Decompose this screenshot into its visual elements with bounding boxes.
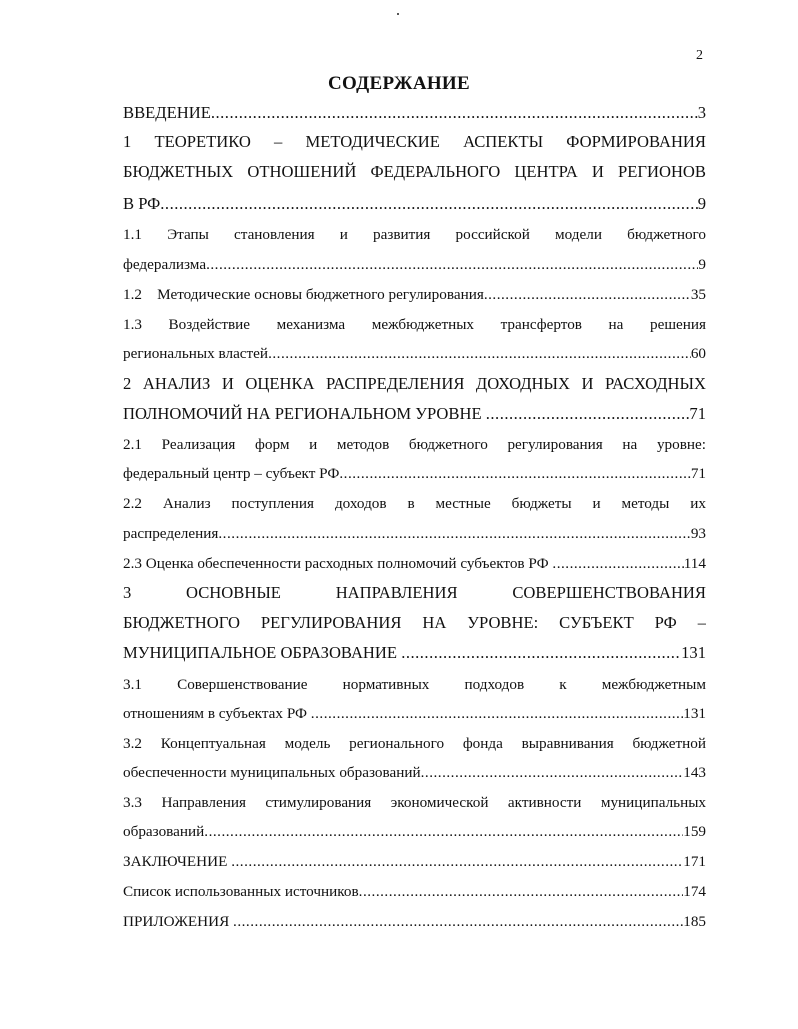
toc-entry-text: Список использованных источников [123, 883, 359, 900]
dot-leader [268, 343, 691, 365]
toc-section-2-3[interactable] [123, 553, 706, 575]
toc-entry-text: региональных властей [123, 345, 269, 362]
toc-chapter-2[interactable] [123, 403, 706, 425]
dot-leader [311, 703, 683, 725]
toc-section-1-1[interactable] [123, 254, 706, 276]
toc-section-3-3[interactable] [123, 821, 706, 843]
toc-page-number: 171 [683, 853, 706, 870]
toc-section-2-1[interactable] [123, 463, 706, 485]
toc-entry-text: ЗАКЛЮЧЕНИЕ [123, 853, 232, 870]
toc-page-number: 60 [690, 345, 706, 362]
toc-entry-text: распределения [123, 525, 219, 542]
toc-entry-intro[interactable] [123, 102, 706, 124]
toc-entry-text: отношениям в субъектах РФ [123, 705, 311, 722]
toc-page-number: 114 [683, 555, 706, 572]
page-number: 2 [696, 48, 703, 63]
page-title: СОДЕРЖАНИЕ [328, 73, 470, 94]
toc-page-number: 174 [683, 883, 706, 900]
toc-section-3-3-line-1[interactable]: 3.3 Направления стимулирования экономической активности муниципальных [123, 794, 706, 811]
dot-leader [204, 821, 683, 843]
dot-leader [552, 553, 683, 575]
dot-leader [421, 762, 684, 784]
toc-page-number: 35 [690, 286, 706, 303]
toc-section-2-1-line-1[interactable]: 2.1 Реализация форм и методов бюджетного регулирования на уровне: [123, 436, 706, 453]
toc-entry-text: обеспеченности муниципальных образований [123, 764, 421, 781]
toc-section-1-3-line-1[interactable]: 1.3 Воздействие механизма межбюджетных трансфертов на решения [123, 316, 706, 333]
dot-leader [359, 881, 684, 903]
toc-page-number: 185 [683, 913, 706, 930]
toc-section-1-1-line-1[interactable]: 1.1 Этапы становления и развития российской модели бюджетного [123, 226, 706, 243]
dot-leader [211, 102, 698, 124]
dot-leader [160, 193, 697, 215]
toc-section-3-2-line-1[interactable]: 3.2 Концептуальная модель регионального фонда выравнивания бюджетной [123, 735, 706, 752]
toc-page-number: 131 [681, 643, 706, 662]
toc-chapter-1-line-1[interactable]: 1 ТЕОРЕТИКО – МЕТОДИЧЕСКИЕ АСПЕКТЫ ФОРМИРОВАНИЯ [123, 132, 706, 151]
toc-page-number: 143 [683, 764, 706, 781]
toc-chapter-1-line-2[interactable]: БЮДЖЕТНЫХ ОТНОШЕНИЙ ФЕДЕРАЛЬНОГО ЦЕНТРА И РЕГИОНОВ [123, 162, 706, 181]
toc-conclusion[interactable] [123, 851, 706, 873]
dot-leader [218, 523, 690, 545]
toc-entry-text: ПРИЛОЖЕНИЯ [123, 913, 234, 930]
toc-entry-text: образований [123, 823, 205, 840]
toc-section-3-1-line-1[interactable]: 3.1 Совершенствование нормативных подходов к межбюджетным [123, 676, 706, 693]
toc-page-number: 93 [690, 525, 706, 542]
toc-page-number: 9 [698, 256, 706, 273]
toc-sources[interactable] [123, 881, 706, 903]
toc-entry-text: МУНИЦИПАЛЬНОЕ ОБРАЗОВАНИЕ [123, 643, 402, 662]
dot-leader [486, 403, 690, 425]
toc-section-3-1[interactable] [123, 703, 706, 725]
dot-leader [233, 911, 683, 933]
dot-leader [206, 254, 698, 276]
dot-leader [401, 642, 681, 664]
toc-section-2-2[interactable] [123, 523, 706, 545]
dot-leader [484, 284, 691, 306]
toc-section-1-3[interactable] [123, 343, 706, 365]
toc-entry-text: федерализма [123, 256, 207, 273]
toc-entry-text: 2.3 Оценка обеспеченности расходных полномочий субъектов РФ [123, 555, 553, 572]
toc-entry-text: федеральный центр – субъект РФ [123, 465, 340, 482]
toc-chapter-3[interactable] [123, 642, 706, 664]
toc-appendix[interactable] [123, 911, 706, 933]
toc-page-number: 71 [689, 404, 706, 423]
table-of-contents [123, 0, 706, 1029]
toc-section-2-2-line-1[interactable]: 2.2 Анализ поступления доходов в местные бюджеты и методы их [123, 495, 706, 512]
toc-page-number: 9 [697, 194, 706, 213]
dot-leader [231, 851, 683, 873]
dot-leader [339, 463, 690, 485]
toc-chapter-2-line-1[interactable]: 2 АНАЛИЗ И ОЦЕНКА РАСПРЕДЕЛЕНИЯ ДОХОДНЫХ И РАСХОДНЫХ [123, 374, 706, 393]
toc-section-1-2[interactable] [123, 284, 706, 306]
toc-page-number: 131 [683, 705, 706, 722]
toc-page-number: 3 [697, 103, 706, 122]
toc-section-3-2[interactable] [123, 762, 706, 784]
toc-chapter-1[interactable] [123, 193, 706, 215]
toc-chapter-3-line-1[interactable]: 3 ОСНОВНЫЕ НАПРАВЛЕНИЯ СОВЕРШЕНСТВОВАНИЯ [123, 583, 706, 602]
toc-entry-text: В РФ [123, 194, 161, 213]
toc-chapter-3-line-2[interactable]: БЮДЖЕТНОГО РЕГУЛИРОВАНИЯ НА УРОВНЕ: СУБЪЕКТ РФ – [123, 613, 706, 632]
toc-entry-text: 1.2 Методические основы бюджетного регулирования [123, 286, 484, 303]
toc-entry-text: ПОЛНОМОЧИЙ НА РЕГИОНАЛЬНОМ УРОВНЕ [123, 404, 486, 423]
toc-entry-text: ВВЕДЕНИЕ [123, 103, 211, 122]
toc-page-number: 71 [690, 465, 706, 482]
toc-page-number: 159 [683, 823, 706, 840]
